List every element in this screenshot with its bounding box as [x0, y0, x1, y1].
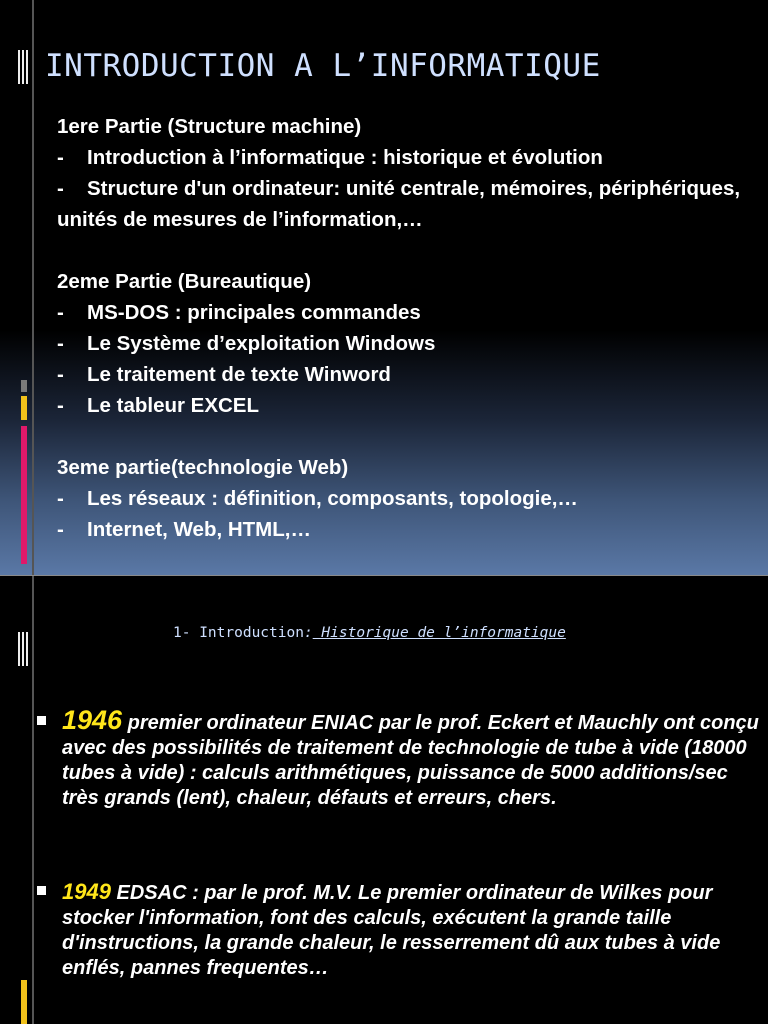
- history-entry-1946: [37, 705, 762, 811]
- outline-continuation: unités de mesures de l’information,…: [57, 208, 423, 231]
- outline-item: [57, 359, 757, 390]
- outline-item-text: Internet, Web, HTML,…: [87, 518, 311, 541]
- outline-item: [57, 173, 757, 204]
- dash-marker: -: [57, 518, 64, 541]
- outline-item-text: Les réseaux : définition, composants, topologie,…: [87, 487, 578, 510]
- section-title-colon: :: [303, 625, 313, 641]
- dash-marker: -: [57, 332, 64, 355]
- part3-heading: 3eme partie(technologie Web): [57, 456, 349, 479]
- outline-item-text: MS-DOS : principales commandes: [87, 301, 421, 324]
- outline-item: [57, 297, 757, 328]
- dash-marker: -: [57, 363, 64, 386]
- accent-block-magenta: [21, 426, 27, 564]
- left-rule: [32, 0, 34, 575]
- outline-item: [57, 390, 757, 421]
- bullet-square-icon: [37, 886, 46, 895]
- outline-item-text: Le Système d’exploitation Windows: [87, 332, 436, 355]
- entry-text: premier ordinateur ENIAC par le prof. Eckert et Mauchly ont conçu avec des possibilités de traitement de technologie de tube à vide (18000 tubes à vide) : calculs arithmétiques, puissance de 5000 additions/sec très grands (lent), chaleur, défauts et erreurs, chers.: [62, 712, 759, 809]
- part1-heading: 1ere Partie (Structure machine): [57, 115, 362, 138]
- page-title: INTRODUCTION A L’INFORMATIQUE: [45, 48, 601, 84]
- outline-content: [57, 111, 757, 545]
- accent-block-gray: [21, 380, 27, 392]
- section-title-prefix: 1- Introduction: [173, 625, 304, 641]
- accent-block-yellow: [21, 980, 27, 1024]
- history-entry-body: [62, 879, 762, 981]
- outline-item: [57, 514, 757, 545]
- section-title: [173, 625, 566, 641]
- outline-item-text: Introduction à l’informatique : historique et évolution: [87, 146, 603, 169]
- outline-item: [57, 483, 757, 514]
- section-title-link[interactable]: Historique de l’informatique: [312, 625, 566, 641]
- outline-item-text: Structure d'un ordinateur: unité centrale, mémoires, périphériques,: [87, 177, 741, 200]
- left-rule: [32, 576, 34, 1024]
- barcode-decoration-icon: [18, 632, 30, 666]
- dash-marker: -: [57, 146, 64, 169]
- entry-text: EDSAC : par le prof. M.V. Le premier ordinateur de Wilkes pour stocker l'information, font des calculs, exécutent la grande taille d'instructions, la grande chaleur, le resserrement dû aux tubes à vide enflés, pannes frequentes…: [62, 882, 721, 979]
- bullet-square-icon: [37, 716, 46, 725]
- spacer: [57, 235, 757, 266]
- dash-marker: -: [57, 487, 64, 510]
- dash-marker: -: [57, 177, 64, 200]
- entry-year: 1946: [62, 705, 123, 735]
- history-entry-1949: [37, 879, 762, 981]
- entry-year: 1949: [62, 879, 111, 904]
- part2-heading: 2eme Partie (Bureautique): [57, 270, 312, 293]
- history-entry-body: [62, 705, 762, 811]
- outline-item-text: Le traitement de texte Winword: [87, 363, 391, 386]
- barcode-decoration-icon: [18, 50, 30, 84]
- outline-item-text: Le tableur EXCEL: [87, 394, 260, 417]
- dash-marker: -: [57, 301, 64, 324]
- outline-item: [57, 328, 757, 359]
- accent-block-yellow: [21, 396, 27, 420]
- dash-marker: -: [57, 394, 64, 417]
- outline-item: [57, 142, 757, 173]
- spacer: [57, 421, 757, 452]
